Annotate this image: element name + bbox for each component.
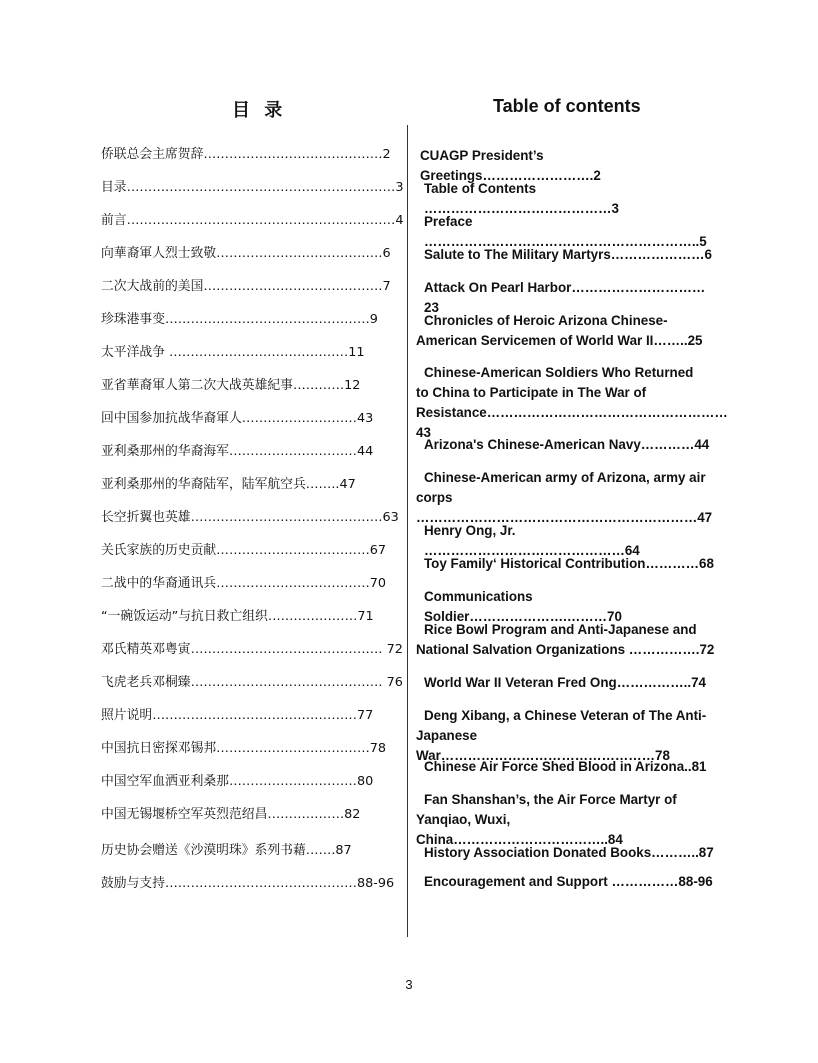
toc-cn-entry: 太平洋战争 ……………………………………11 [101, 345, 365, 360]
toc-cn-entry: 侨联总会主席贺辞……………………………………2 [101, 147, 391, 162]
toc-en-entry-line: Yanqiao, Wuxi, China……………………………..84 [416, 812, 623, 847]
toc-cn-entry: 亚利桑那州的华裔陆军，陆军航空兵……..47 [101, 477, 356, 492]
toc-en-entry-line: Rice Bowl Program and Anti-Japanese and [424, 622, 697, 637]
toc-cn-entry: 中国空军血洒亚利桑那…………………………80 [101, 774, 374, 789]
toc-en-entry-line: Toy Family‘ Historical Contribution…………68 [424, 556, 714, 571]
toc-cn-entry: 长空折翼也英雄………………………………………63 [101, 510, 399, 525]
toc-en-entry-line: Preface ……………………………………………………..5 [424, 214, 707, 249]
toc-cn-entry: 中国无锡堰桥空军英烈范绍昌………………82 [101, 807, 361, 822]
toc-en-entry [416, 435, 718, 455]
toc-cn-entry: 关氏家族的历史贡献………………………………67 [101, 543, 387, 558]
toc-en-entry-line: corps ………………………………………………………47 [416, 490, 713, 525]
toc-cn-entry: 前言………………………………………………………4 [101, 213, 404, 228]
toc-cn-entry: 二战中的华裔通讯兵………………………………70 [101, 576, 387, 591]
toc-en-entry-line: to China to Participate in The War of [416, 385, 647, 400]
toc-en-entry-line: Fan Shanshan’s, the Air Force Martyr of [424, 792, 677, 807]
toc-en-entry [416, 872, 718, 892]
toc-en-entry-line: Arizona's Chinese-American Navy…………44 [424, 437, 710, 452]
toc-en-entry-line: Resistance………………………………………………43 [416, 405, 728, 440]
toc-cn-entry: 回中国参加抗战华裔軍人………………………43 [101, 411, 374, 426]
toc-en-entry [416, 311, 718, 351]
toc-en-entry-line: Chinese-American army of Arizona, army air [424, 470, 706, 485]
toc-cn-entry: 飞虎老兵邓桐臻……………………………………… 76 [101, 675, 403, 690]
column-divider [407, 125, 408, 937]
page-number: 3 [405, 977, 413, 992]
toc-en-entry [416, 245, 718, 265]
toc-en-entry-line: American Servicemen of World War II……..25 [416, 333, 703, 348]
toc-en-entry-line: Attack On Pearl Harbor…………………………23 [424, 280, 706, 315]
toc-en-entry-line: Chinese Air Force Shed Blood in Arizona..81 [424, 759, 707, 774]
toc-en-entry [416, 673, 718, 693]
toc-en-entry-line: History Association Donated Books………..87 [424, 845, 714, 860]
toc-cn-entry: 历史协会赠送《沙漠明珠》系列书藉…….87 [101, 843, 352, 858]
toc-en-entry [416, 790, 718, 850]
toc-en-entry-line: Communications Soldier………………….………70 [424, 589, 622, 624]
toc-en-entry-line: Encouragement and Support ……………88-96 [424, 874, 713, 889]
toc-en-entry [416, 554, 718, 574]
toc-cn-entry: 二次大战前的美国……………………………………7 [101, 279, 391, 294]
english-toc-title: Table of contents [493, 96, 641, 116]
chinese-toc-title: 目 录 [232, 100, 287, 121]
toc-cn-entry: 亚省華裔軍人第二次大战英雄紀事…………12 [101, 378, 361, 393]
toc-cn-entry: 向華裔軍人烈士致敬…………………………………6 [101, 246, 391, 261]
toc-en-entry-line: Henry Ong, Jr. ………………………………………64 [424, 523, 640, 558]
toc-en-entry-line: World War II Veteran Fred Ong……………..74 [424, 675, 706, 690]
toc-en-entry-line: Table of Contents ……………………………………3 [424, 181, 619, 216]
toc-cn-entry: 中国抗日密探邓锡邦………………………………78 [101, 741, 387, 756]
toc-en-entry-line: Chronicles of Heroic Arizona Chinese- [424, 313, 668, 328]
toc-cn-entry: 目录………………………………………………………3 [101, 180, 404, 195]
toc-cn-entry: 亚利桑那州的华裔海军…………………………44 [101, 444, 374, 459]
toc-en-entry-line: Chinese-American Soldiers Who Returned [424, 365, 694, 380]
toc-cn-entry: “一碗饭运动”与抗日救亡组织…………………71 [101, 609, 374, 624]
toc-en-entry [416, 843, 718, 863]
toc-en-entry-line: National Salvation Organizations …………….72 [416, 642, 715, 657]
toc-en-entry [416, 363, 728, 443]
toc-en-entry [416, 468, 718, 528]
toc-cn-entry: 珍珠港事变…………………………………………9 [101, 312, 378, 327]
toc-cn-entry: 鼓励与支持………………………………………88-96 [101, 876, 395, 891]
toc-en-entry-line: Japanese War…………………………………………78 [416, 728, 670, 763]
toc-en-entry-line: CUAGP President’s Greetings…………………….2 [420, 148, 601, 183]
toc-en-entry-line: Deng Xibang, a Chinese Veteran of The Anti- [424, 708, 707, 723]
toc-cn-entry: 邓氏精英邓粤寅……………………………………… 72 [101, 642, 403, 657]
toc-en-entry [416, 620, 718, 660]
toc-en-entry-line: Salute to The Military Martyrs…………………6 [424, 247, 712, 262]
toc-cn-entry: 照片说明…………………………………………77 [101, 708, 374, 723]
toc-en-entry [416, 757, 718, 777]
